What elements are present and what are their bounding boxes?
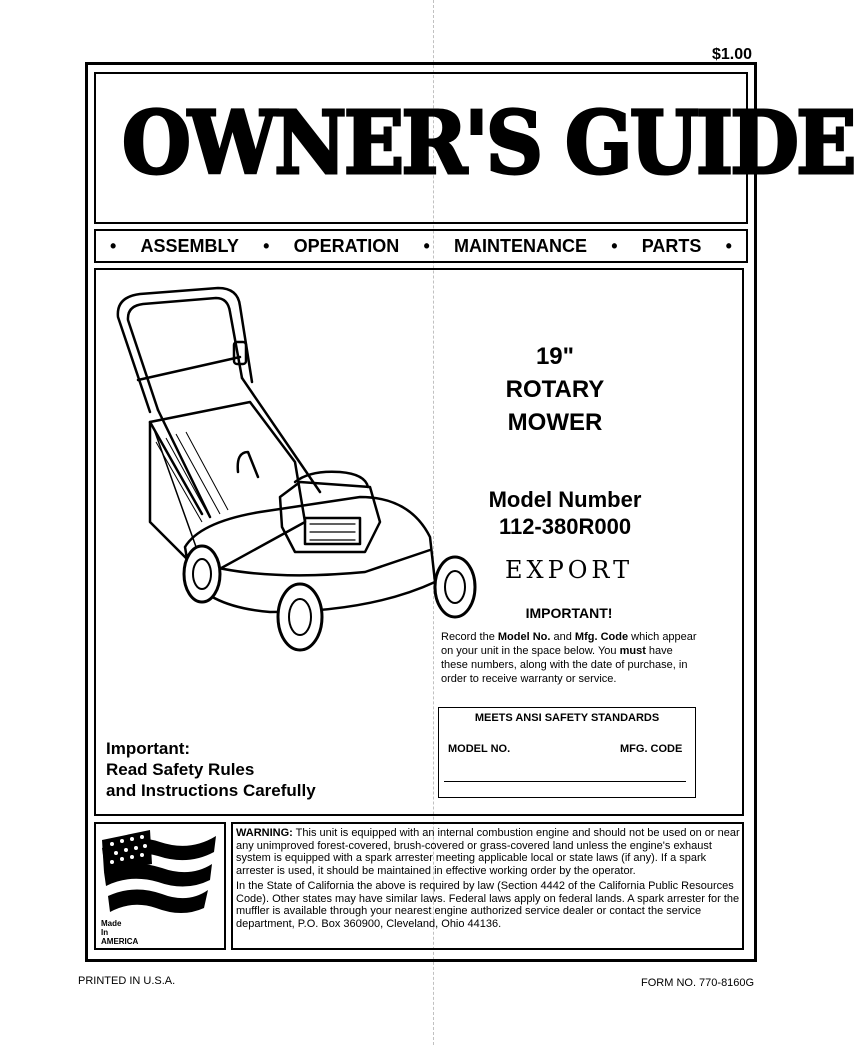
product-type-line1: ROTARY (505, 376, 605, 403)
made-label: Made (101, 919, 122, 928)
safety-line3: and Instructions Carefully (106, 781, 316, 800)
topic-parts: PARTS (641, 235, 702, 256)
page-title: OWNER'S GUIDE (122, 93, 854, 194)
model-block (440, 486, 690, 540)
printed-in: PRINTED IN U.S.A. (78, 975, 176, 987)
warning-paragraph: WARNING: This unit is equipped with an internal combustion engine and should not be used on or near any unimproved forest-covered, brush-covered or grass-covered land unless the engine's exhaust system is equipped with a spark arrester meeting applicable local or state laws (if any). If a spark arrester is used, it should be maintained in effective working order by the operator. (236, 827, 740, 877)
topic-assembly: ASSEMBLY (140, 235, 239, 256)
product-spec (450, 340, 660, 439)
in-label: In (101, 928, 109, 937)
model-number: 112-380R000 (498, 514, 632, 539)
title-box (94, 72, 854, 224)
important-heading: IMPORTANT! (525, 605, 613, 621)
bullet: • (110, 235, 117, 256)
lawn-mower-illustration (110, 282, 480, 654)
made-in-america (101, 919, 138, 946)
bullet: • (611, 235, 618, 256)
product-size: 19" (535, 343, 575, 370)
important-text: Record the Model No. and Mfg. Code which appear on your unit in the space below. You must have these numbers, along with the date of purchase, in order to receive warranty or service. (441, 631, 697, 685)
topic-maintenance: MAINTENANCE (453, 235, 587, 256)
model-label: Model Number (488, 487, 642, 512)
bullet: • (423, 235, 430, 256)
ansi-title: MEETS ANSI SAFETY STANDARDS (474, 712, 660, 724)
topic-operation: OPERATION (293, 235, 400, 256)
california-paragraph: In the State of California the above is required by law (Section 4442 of the California Public Resources Code). Other states may have similar laws. Federal laws apply on federal lands. A spark arrester for the muffler is available through your nearest engine authorized service dealer or contact the service department, P.O. Box 360900, Cleveland, Ohio 44136. (236, 880, 740, 930)
form-number: FORM NO. 770-8160G (641, 977, 755, 989)
american-flag-icon (100, 828, 218, 920)
safety-line2: Read Safety Rules (106, 760, 255, 779)
handwritten-export: EXPORT (505, 556, 634, 584)
america-label: AMERICA (101, 937, 139, 946)
price: $1.00 (712, 46, 753, 63)
product-type-line2: MOWER (507, 409, 603, 436)
bullet: • (263, 235, 270, 256)
topics-bar (94, 229, 748, 263)
safety-note (106, 738, 316, 801)
bullet: • (725, 235, 732, 256)
entry-line (444, 781, 686, 782)
model-no-label: MODEL NO. (448, 743, 511, 755)
safety-line1: Important: (106, 739, 191, 758)
mfg-code-label: MFG. CODE (620, 743, 683, 755)
warning-text (236, 827, 741, 933)
